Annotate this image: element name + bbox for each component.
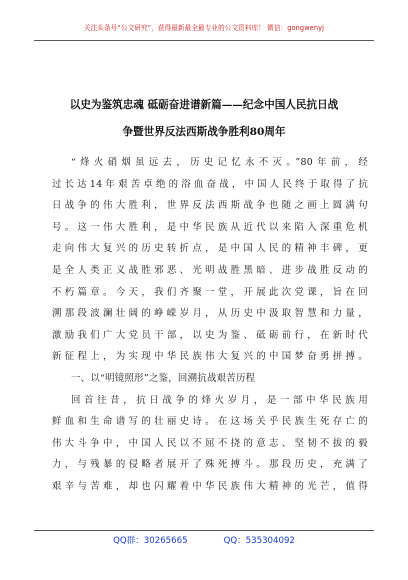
page-footer <box>34 530 374 550</box>
body-line: 力，与残暴的侵略者展开了殊死搏斗。那段历史，充满了 <box>52 459 368 471</box>
document-title-line-2: 争暨世界反法西斯战争胜利80周年 <box>122 126 286 138</box>
body-line: 走向伟大复兴的历史转折点，是中国人民的精神丰碑，更 <box>52 243 368 255</box>
body-line: 激励我们广大党员干部，以史为鉴、砥砺前行，在新时代 <box>52 329 368 341</box>
body-line: 过长达14年艰苦卓绝的浴血奋战，中国人民终于取得了抗 <box>52 178 368 190</box>
footer-qq-group: QQ群：30265665 <box>113 536 188 546</box>
body-line: 回首往昔，抗日战争的烽火岁月，是一部中华民族用 <box>71 394 368 406</box>
document-body <box>52 152 368 498</box>
document-title-line-1: 以史为鉴筑忠魂 砥砺奋进谱新篇——纪念中国人民抗日战 <box>69 99 339 111</box>
section-heading: 一、以“明镜照形”之鉴，回溯抗战艰苦历程 <box>71 372 256 384</box>
body-line: 溯那段波澜壮阔的峥嵘岁月，从历史中汲取智慧和力量， <box>52 308 368 320</box>
body-line: 新征程上，为实现中华民族伟大复兴的中国梦奋勇拼搏。 <box>52 351 368 363</box>
body-line: 是全人类正义战胜邪恶、光明战胜黑暗、进步战胜反动的 <box>52 264 368 276</box>
body-line: 伟大斗争中，中国人民以不屈不挠的意志、坚韧不拔的毅 <box>52 437 368 449</box>
body-line: 日战争的伟大胜利，世界反法西斯战争也随之画上圆满句 <box>52 200 368 212</box>
header-promo-text: 关注头条号“公文研究”，获得最新最全最专业的公文资料库！ 微信：gongwenyj <box>83 24 325 32</box>
body-line: 不朽篇章。今天，我们齐聚一堂，开展此次党课，旨在回 <box>52 286 368 298</box>
body-line: “烽火硝烟虽远去，历史记忆永不灭。”80年前，经 <box>71 157 368 168</box>
footer-qq-contact: QQ：535304092 <box>223 536 295 546</box>
body-line: 鲜血和生命谱写的壮丽史诗。在这场关乎民族生死存亡的 <box>52 416 368 428</box>
page-header <box>34 14 374 41</box>
body-line: 艰辛与苦难，却也闪耀着中华民族伟大精神的光芒，值得 <box>52 480 368 492</box>
body-line: 号。这一伟大胜利，是中华民族从近代以来陷入深重危机 <box>52 221 368 233</box>
